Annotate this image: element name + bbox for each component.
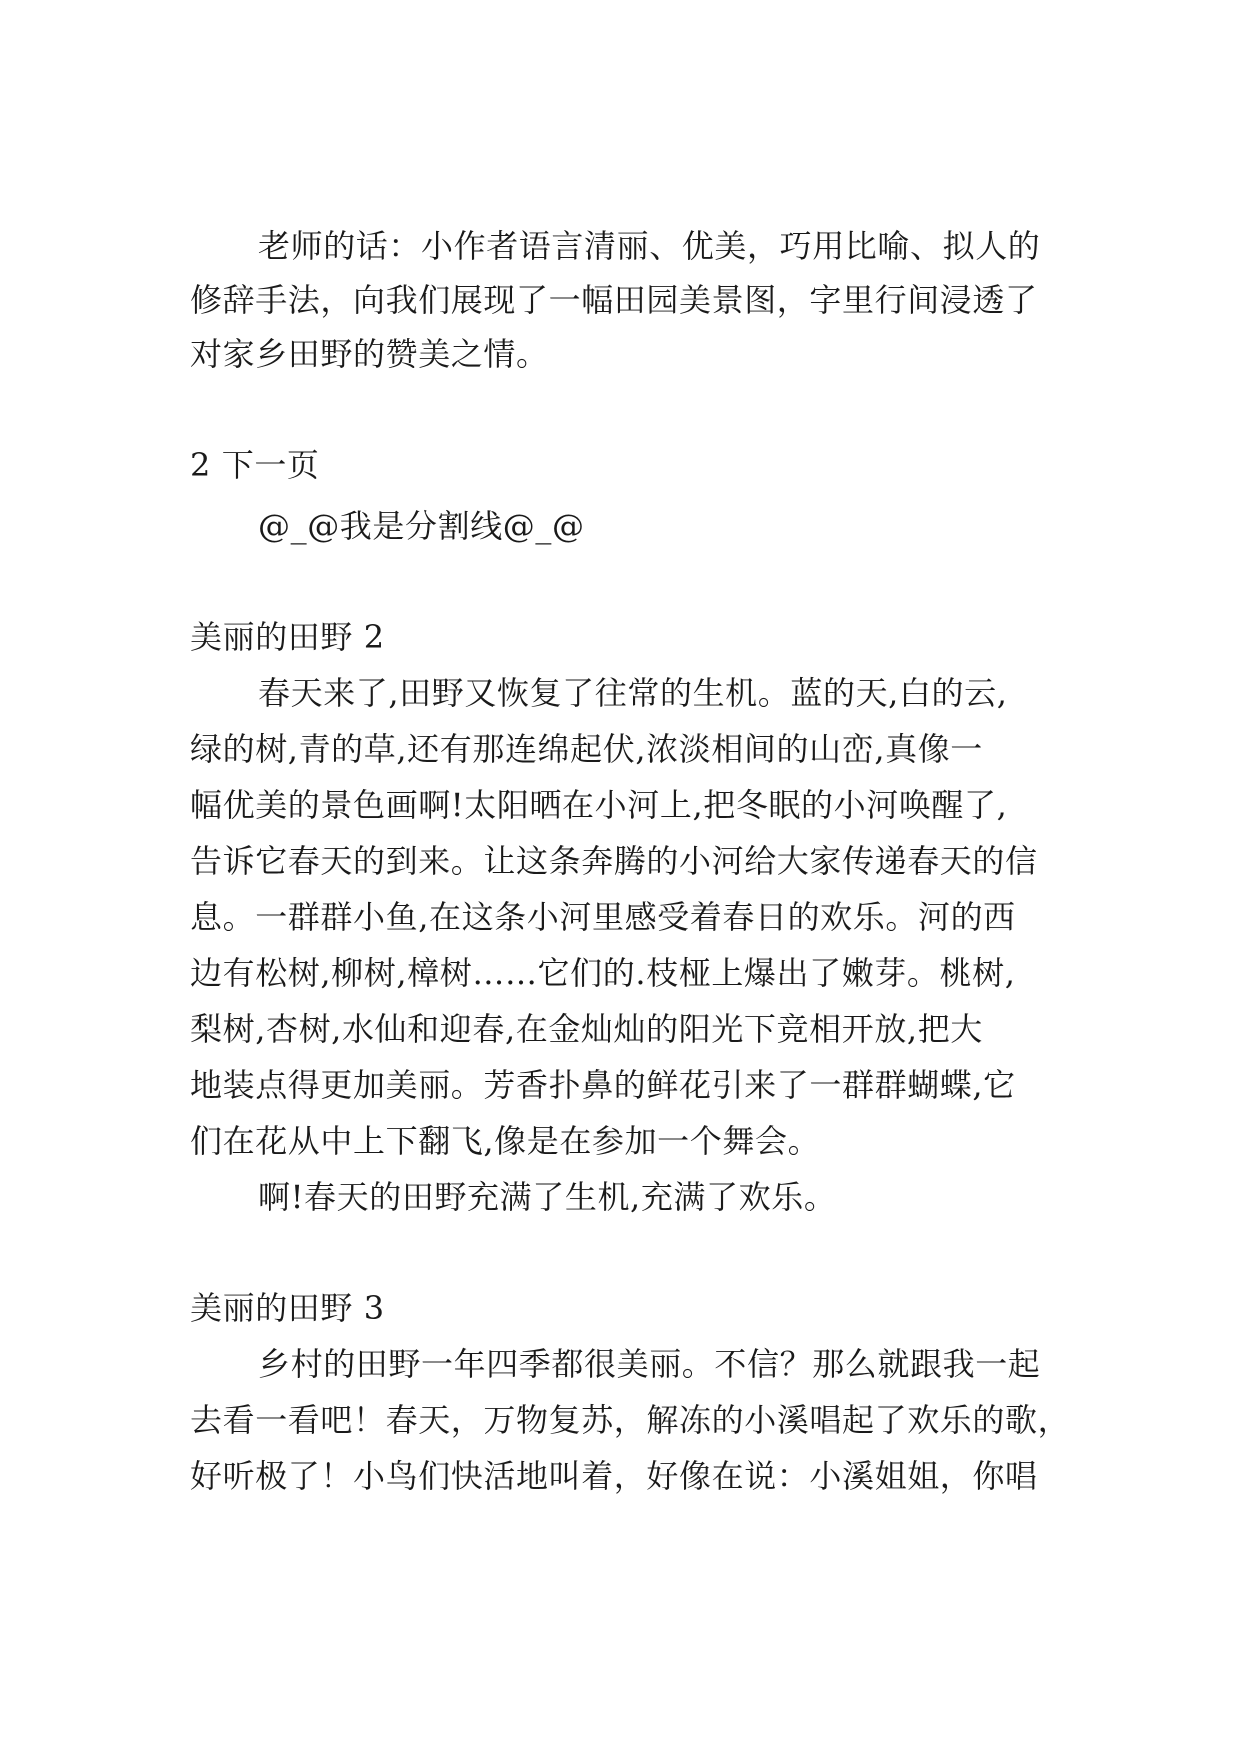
- section-3-para-1-line-2: 去看一看吧！春天，万物复苏，解冻的小溪唱起了欢乐的歌，: [190, 1401, 1071, 1439]
- section-2-para-1-line-7: 梨树,杏树,水仙和迎春,在金灿灿的阳光下竞相开放,把大: [190, 1010, 983, 1048]
- section-3-para-1-line-1: 乡村的田野一年四季都很美丽。不信？那么就跟我一起: [258, 1345, 1041, 1383]
- section-2-para-1-line-5: 息。一群群小鱼,在这条小河里感受着春日的欢乐。河的西: [190, 898, 1016, 936]
- section-2-title: 美丽的田野 2: [190, 618, 385, 656]
- teacher-comment-line-3: 对家乡田野的赞美之情。: [190, 335, 549, 373]
- section-2-para-2: 啊!春天的田野充满了生机,充满了欢乐。: [258, 1178, 837, 1216]
- section-2-para-1-line-8: 地装点得更加美丽。芳香扑鼻的鲜花引来了一群群蝴蝶,它: [190, 1066, 1016, 1104]
- section-2-para-1-line-4: 告诉它春天的到来。让这条奔腾的小河给大家传递春天的信: [190, 842, 1038, 880]
- section-3-para-1-line-3: 好听极了！小鸟们快活地叫着，好像在说：小溪姐姐，你唱: [190, 1457, 1038, 1495]
- teacher-comment-line-2: 修辞手法，向我们展现了一幅田园美景图，字里行间浸透了: [190, 281, 1038, 319]
- section-2-para-1-line-2: 绿的树,青的草,还有那连绵起伏,浓淡相间的山峦,真像一: [190, 730, 983, 768]
- section-3-title: 美丽的田野 3: [190, 1289, 385, 1327]
- section-2-para-1-line-1: 春天来了,田野又恢复了往常的生机。蓝的天,白的云,: [258, 674, 1008, 712]
- separator-text: @_@我是分割线@_@: [258, 507, 585, 545]
- section-2-para-1-line-3: 幅优美的景色画啊!太阳晒在小河上,把冬眠的小河唤醒了,: [190, 786, 1008, 824]
- next-page-link[interactable]: 2 下一页: [190, 446, 320, 484]
- section-2-para-1-line-9: 们在花从中上下翻飞,像是在参加一个舞会。: [190, 1122, 821, 1160]
- section-2-para-1-line-6: 边有松树,柳树,樟树……它们的.枝桠上爆出了嫩芽。桃树,: [190, 954, 1016, 992]
- teacher-comment-line-1: 老师的话：小作者语言清丽、优美，巧用比喻、拟人的: [258, 227, 1041, 265]
